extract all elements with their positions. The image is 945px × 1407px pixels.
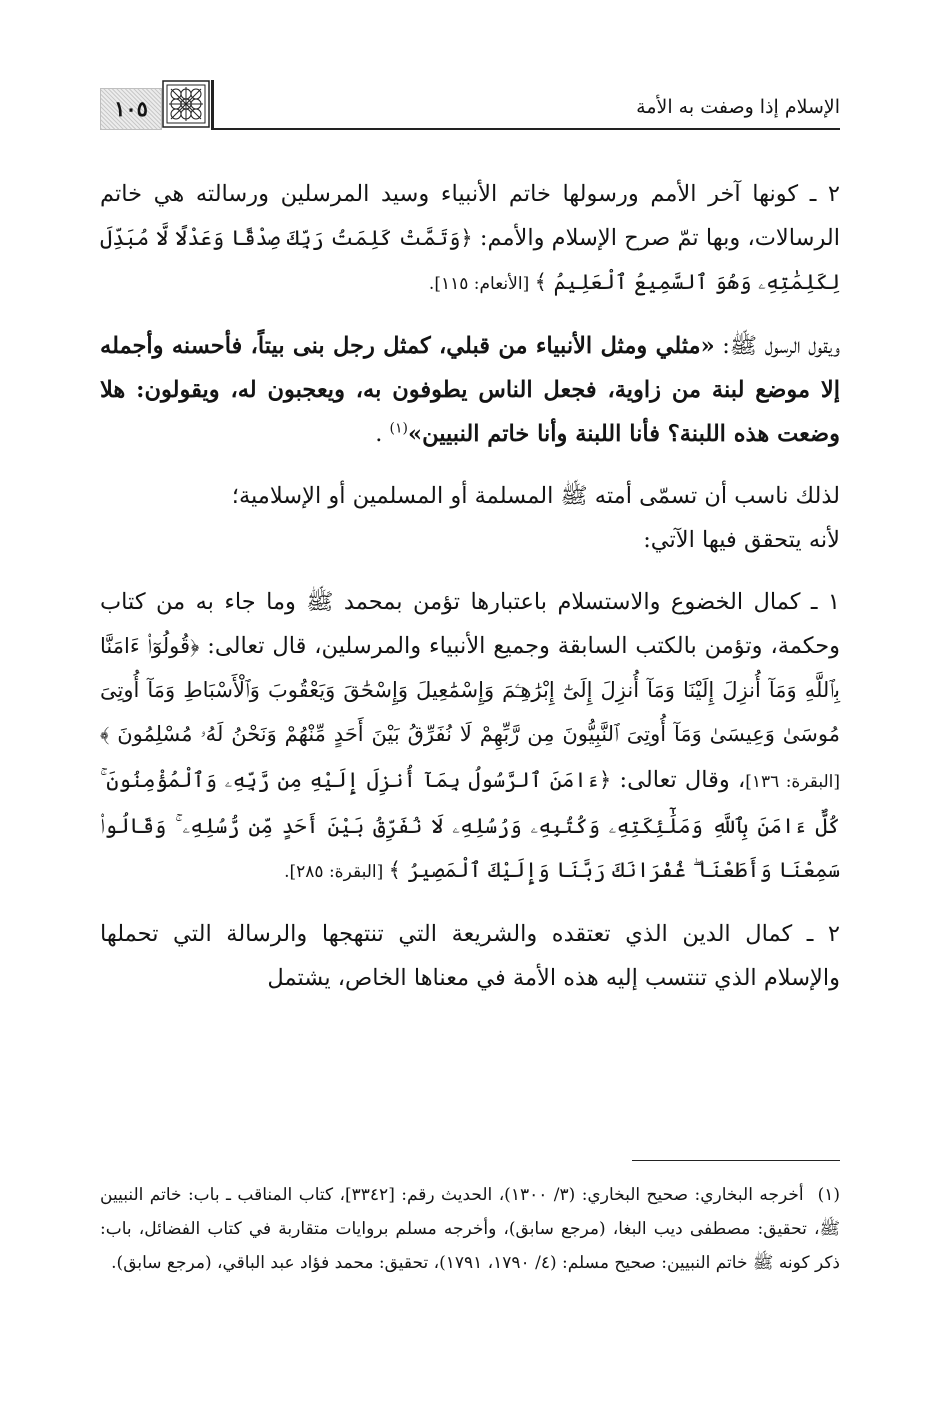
paragraph-3-line-1: لذلك ناسب أن تسمّى أمته ﷺ المسلمة أو المسلمين أو الإسلامية؛ xyxy=(231,483,840,509)
footnote-rule xyxy=(632,1160,840,1161)
quran-verse: ﴿ءَامَنَ ٱلرَّسُولُ بِمَآ أُنزِلَ إِلَيْهِ مِن رَّبِّهِۦ وَٱلْمُؤْمِنُونَ ۚ كُلٌّ ءَامَنَ بِٱللَّهِ وَمَلَٰٓئِكَتِهِۦ وَكُتُبِهِۦ وَرُسُلِهِۦ لَا نُفَرِّقُ بَيْنَ أَحَدٍ مِّن رُّسُلِهِۦ ۚ وَقَالُوا۟ سَمِعْنَا وَأَطَعْنَا ۖ غُفْرَانَكَ رَبَّنَا وَإِلَيْكَ ٱلْمَصِيرُ ﴾ xyxy=(100,768,840,882)
paragraph-2-lead: ويقول الرسول ﷺ: xyxy=(714,333,840,359)
page-number-badge xyxy=(100,80,212,130)
paragraph-1 xyxy=(100,172,840,306)
running-title: الإسلام إذا وصفت به الأمة xyxy=(636,96,840,118)
paragraph-1-lead: ٢ ـ كونها آخر الأمم ورسولها خاتم الأنبياء وسيد المرسلين ورسالته هي خاتم الرسالات، وبها تمّ صرح الإسلام والأمم: xyxy=(100,181,840,251)
quran-verse: ﴿وَتَمَّتْ كَلِمَتُ رَبِّكَ صِدْقًا وَعَدْلًا لَّا مُبَدِّلَ لِكَلِمَٰتِهِۦ وَهُوَ ٱلسَّمِيعُ ٱلْعَلِيمُ ﴾ xyxy=(100,226,840,294)
ornament-icon xyxy=(162,80,210,128)
paragraph-2-tail: . xyxy=(375,421,390,447)
paragraph-3 xyxy=(100,474,840,562)
footnote-text: أخرجه البخاري: صحيح البخاري: (٣/ ١٣٠٠)، الحديث رقم: [٣٣٤٢]، كتاب المناقب ـ باب: خاتم النبيين ﷺ، تحقيق: مصطفى ديب البغا، (مرجع سابق)، وأخرجه مسلم بروايات متقاربة في كتاب الفضائل، باب: ذكر كونه ﷺ خاتم النبيين: صحيح مسلم: (٤/ ١٧٩٠، ١٧٩١)، تحقيق: محمد فؤاد عبد الباقي، (مرجع سابق). xyxy=(100,1185,840,1273)
footnote-marker[interactable]: (١) xyxy=(389,420,409,437)
paragraph-3-line-2: لأنه يتحقق فيها الآتي: xyxy=(643,527,840,553)
main-text xyxy=(100,172,840,1018)
paragraph-5 xyxy=(100,912,840,1000)
header-rule xyxy=(212,128,840,130)
hadith-quote: «مثلي ومثل الأنبياء من قبلي، كمثل رجل بنى بيتاً، فأحسنه وأجمله إلا موضع لبنة من زاوية، فجعل الناس يطوفون به، ويعجبون له، ويقولون: هلا وضعت هذه اللبنة؟ فأنا اللبنة وأنا خاتم النبيين» xyxy=(100,333,840,447)
badge-divider xyxy=(211,80,214,130)
running-header xyxy=(100,62,840,134)
paragraph-4-lead: ١ ـ كمال الخضوع والاستسلام باعتبارها تؤمن بمحمد ﷺ وما جاء به من كتاب وحكمة، وتؤمن بالكتب السابقة وجميع الأنبياء والمرسلين، قال تعالى: xyxy=(100,589,840,659)
paragraph-4-mid: ، وقال تعالى: xyxy=(611,767,746,793)
verse-reference: [الأنعام: ١١٥]. xyxy=(428,274,535,294)
footnote-number: (١) xyxy=(817,1185,840,1205)
paragraph-4 xyxy=(100,580,840,894)
footnote xyxy=(100,1178,840,1280)
page-number: ١٠٥ xyxy=(100,88,162,130)
paragraph-2 xyxy=(100,324,840,456)
quran-verse: ﴿قُولُوٓا۟ ءَامَنَّا بِٱللَّهِ وَمَآ أُنزِلَ إِلَيْنَا وَمَآ أُنزِلَ إِلَىٰٓ إِبْرَٰهِـۧمَ وَإِسْمَٰعِيلَ وَإِسْحَٰقَ وَيَعْقُوبَ وَٱلْأَسْبَاطِ وَمَآ أُوتِىَ مُوسَىٰ وَعِيسَىٰ وَمَآ أُوتِىَ ٱلنَّبِيُّونَ مِن رَّبِّهِمْ لَا نُفَرِّقُ بَيْنَ أَحَدٍ مِّنْهُمْ وَنَحْنُ لَهُۥ مُسْلِمُونَ ﴾ xyxy=(100,634,840,746)
paragraph-5-text: ٢ ـ كمال الدين الذي تعتقده والشريعة التي تنتهجها والرسالة التي تحملها والإسلام الذي تنتسب إليه هذه الأمة في معناها الخاص، يشتمل xyxy=(100,921,840,991)
verse-reference: [البقرة: ١٣٦] xyxy=(745,772,840,792)
verse-reference: [البقرة: ٢٨٥]. xyxy=(284,862,389,882)
